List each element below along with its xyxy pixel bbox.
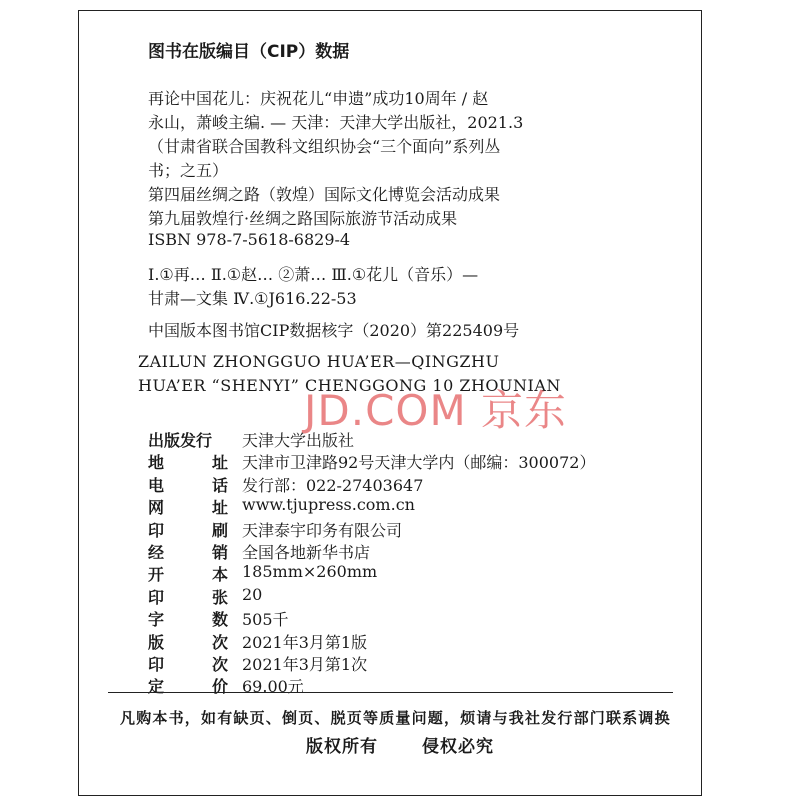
pub-label [148,540,228,563]
subject-line: 甘肃—文集 Ⅳ.①J616.22-53 [148,289,357,308]
pub-label-char: 次 [211,632,228,652]
pub-label-char: 话 [211,475,228,495]
pub-label-char: 址 [211,498,228,518]
pub-label [148,562,228,585]
cip-line: 第九届敦煌行·丝绸之路国际旅游节活动成果 [148,209,458,228]
pub-label-char: 本 [211,565,228,585]
pub-value: 天津市卫津路92号天津大学内（邮编：300072） [242,453,596,473]
pub-label-char: 网 [148,498,165,518]
pub-value: 2021年3月第1版 [242,632,368,652]
pub-label-char: 经 [148,543,165,562]
pub-value: 69.00元 [242,677,304,697]
pub-value: 发行部：022-27403647 [242,475,424,495]
pub-label-char: 价 [211,677,228,697]
pub-value: 185mm×260mm [242,562,378,582]
cip-line: 再论中国花儿：庆祝花儿“申遗”成功10周年 / 赵 [148,89,489,108]
pub-label [148,630,228,653]
pub-label-char: 开 [148,565,165,585]
pub-label-char: 地 [148,453,165,473]
pub-label-char: 电 [148,475,165,495]
pub-value: www.tjupress.com.cn [242,495,415,515]
isbn: ISBN 978-7-5618-6829-4 [148,230,351,249]
pub-label-char: 址 [211,453,228,473]
pub-label-char: 印 [148,655,165,674]
cip-verification: 中国版本图书馆CIP数据核字（2020）第225409号 [148,321,520,340]
footer-divider [108,692,673,693]
english-title-line: HUA’ER “SHENYI” CHENGGONG 10 ZHOUNIAN [138,376,561,395]
pub-label [148,674,228,697]
pub-label [148,473,228,496]
copyright-reserved: 版权所有 [306,737,378,757]
pub-label-char: 张 [211,587,228,607]
cip-line: （甘肃省联合国教科文组织协会“三个面向”系列丛 [148,137,501,156]
pub-value: 天津泰宇印务有限公司 [242,520,403,540]
pub-label [148,450,228,473]
pub-label-char: 印 [148,587,165,607]
pub-label-char: 刷 [211,520,228,540]
pub-label [148,495,228,518]
cip-line: 书；之五） [148,161,229,180]
pub-label-char: 次 [211,655,228,674]
subject-line: Ⅰ.①再… Ⅱ.①赵… ②萧… Ⅲ.①花儿（音乐）— [148,265,479,284]
cip-line: 第四届丝绸之路（敦煌）国际文化博览会活动成果 [148,185,501,204]
pub-label-char: 销 [211,543,228,562]
quality-notice: 凡购本书，如有缺页、倒页、脱页等质量问题，烦请与我社发行部门联系调换 [120,709,671,727]
jd-watermark: JD.COM 京东 [304,386,568,435]
pub-label [148,607,228,630]
cip-heading: 图书在版编目（CIP）数据 [148,42,350,62]
infringement-notice: 侵权必究 [422,737,494,757]
pub-label-char: 版 [148,632,165,652]
pub-value: 天津大学出版社 [242,431,355,450]
pub-label-char: 出版发行 [148,431,213,450]
pub-value: 505千 [242,610,289,630]
pub-label-char: 字 [148,610,165,630]
pub-value: 20 [242,584,263,604]
english-title-line: ZAILUN ZHONGGUO HUA’ER—QINGZHU [138,352,500,371]
pub-label [148,518,228,541]
pub-label-char: 数 [211,610,228,630]
pub-label-char: 定 [148,677,165,697]
pub-value: 全国各地新华书店 [242,543,371,562]
cip-line: 永山，萧峻主编. — 天津：天津大学出版社，2021.3 [148,113,524,132]
pub-value: 2021年3月第1次 [242,655,368,674]
pub-label [148,428,228,451]
pub-label [148,652,228,675]
pub-label [148,585,228,608]
pub-label-char: 印 [148,520,165,540]
